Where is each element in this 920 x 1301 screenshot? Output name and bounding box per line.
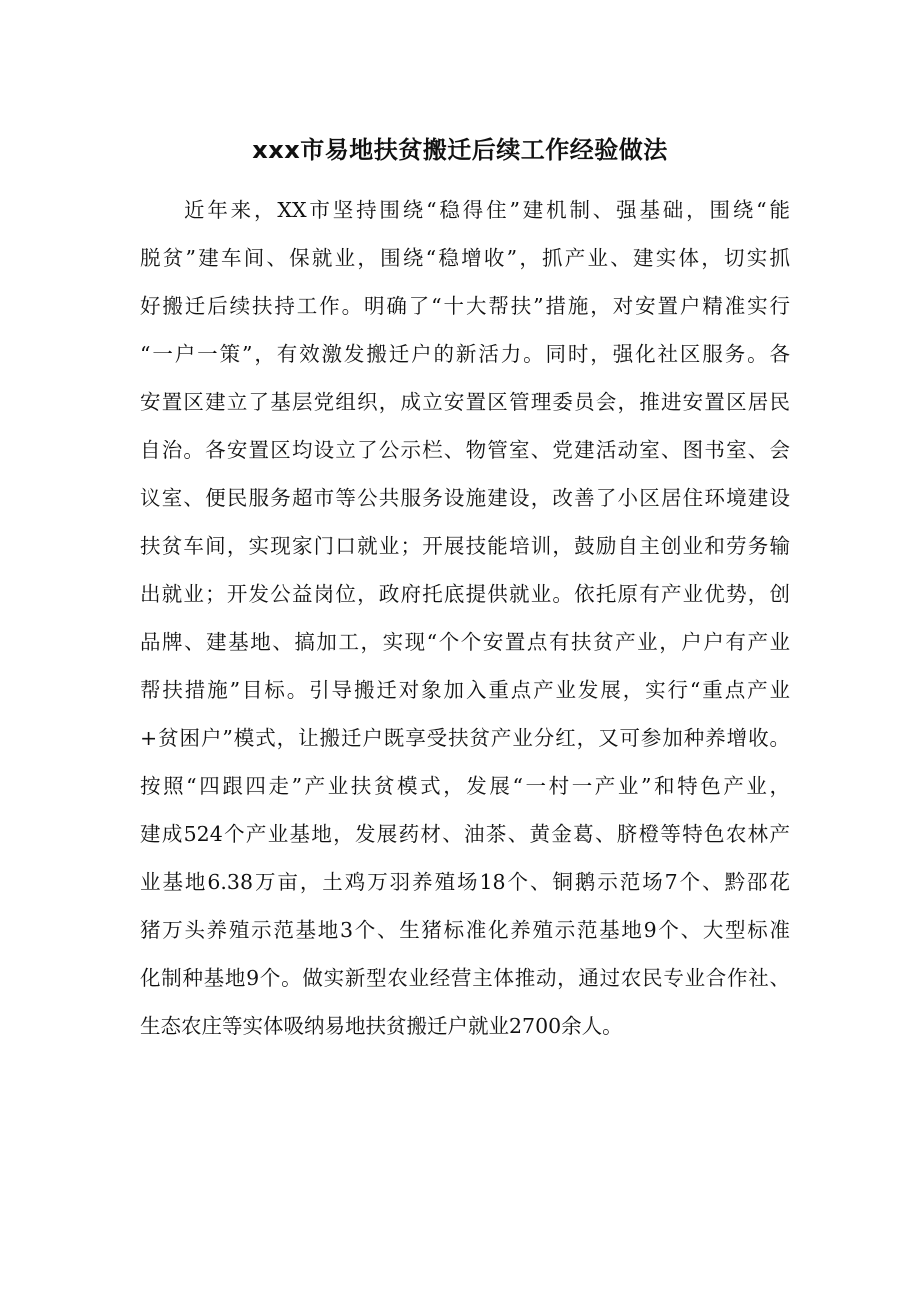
paragraph-line: 自治。各安置区均设立了公示栏、物管室、党建活动室、图书室、会	[140, 438, 790, 462]
paragraph-line: 建成524个产业基地，发展药材、油茶、黄金葛、脐橙等特色农林产	[140, 822, 790, 846]
paragraph-line: 扶贫车间，实现家门口就业；开展技能培训，鼓励自主创业和劳务输	[140, 534, 790, 558]
document-body	[140, 186, 790, 1050]
document-title: xxx市易地扶贫搬迁后续工作经验做法	[252, 136, 668, 164]
paragraph-line: +贫困户”模式，让搬迁户既享受扶贫产业分红，又可参加种养增收。	[140, 726, 790, 750]
paragraph-line: 生态农庄等实体吸纳易地扶贫搬迁户就业2700余人。	[140, 1014, 623, 1038]
paragraph-line: 安置区建立了基层党组织，成立安置区管理委员会，推进安置区居民	[140, 390, 790, 414]
paragraph-line: 化制种基地9个。做实新型农业经营主体推动，通过农民专业合作社、	[140, 966, 790, 990]
paragraph-line: 近年来，XX市坚持围绕“稳得住”建机制、强基础，围绕“能	[184, 198, 790, 222]
paragraph-line: 业基地6.38万亩，土鸡万羽养殖场18个、铜鹅示范场7个、黔邵花	[140, 870, 790, 894]
paragraph-line: 出就业；开发公益岗位，政府托底提供就业。依托原有产业优势，创	[140, 582, 790, 606]
paragraph-line: 帮扶措施”目标。引导搬迁对象加入重点产业发展，实行“重点产业	[140, 678, 790, 702]
paragraph-line: 脱贫”建车间、保就业，围绕“稳增收”，抓产业、建实体，切实抓	[140, 246, 790, 270]
paragraph-line: 好搬迁后续扶持工作。明确了“十大帮扶”措施，对安置户精准实行	[140, 294, 790, 318]
paragraph-line: 猪万头养殖示范基地3个、生猪标准化养殖示范基地9个、大型标准	[140, 918, 790, 942]
paragraph-line: 按照“四跟四走”产业扶贫模式，发展“一村一产业”和特色产业，	[140, 774, 790, 798]
paragraph-line: 品牌、建基地、搞加工，实现“个个安置点有扶贫产业，户户有产业	[140, 630, 790, 654]
paragraph-line: 议室、便民服务超市等公共服务设施建设，改善了小区居住环境建设	[140, 486, 790, 510]
paragraph-line: “一户一策”，有效激发搬迁户的新活力。同时，强化社区服务。各	[140, 342, 790, 366]
